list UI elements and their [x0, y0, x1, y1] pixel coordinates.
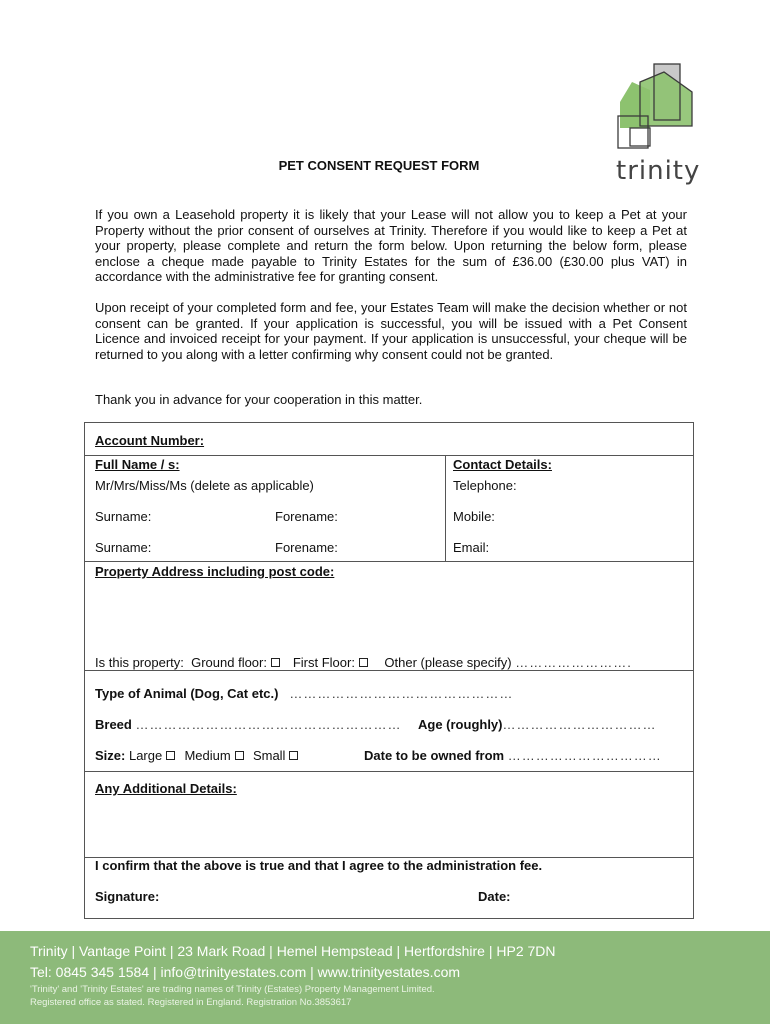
divider [84, 771, 694, 772]
footer-address: Trinity | Vantage Point | 23 Mark Road | Hemel Hempstead | Hertfordshire | HP2 7DN [30, 943, 556, 959]
property-address-label[interactable]: Property Address including post code: [95, 564, 335, 579]
date-owned-label: Date to be owned from [364, 748, 505, 763]
size-row [95, 748, 300, 763]
signature-field[interactable]: Signature: [95, 889, 160, 904]
age-field[interactable]: …………………………… [502, 717, 657, 732]
ground-floor-checkbox[interactable] [271, 658, 280, 667]
first-floor-label: First Floor: [292, 655, 355, 670]
animal-type-field[interactable]: ………………………………………… [289, 686, 514, 701]
animal-type-label: Type of Animal (Dog, Cat etc.) [95, 686, 279, 701]
divider [84, 561, 694, 562]
footer [0, 931, 770, 1024]
property-type-row [95, 655, 632, 670]
age-label: Age (roughly) [418, 717, 503, 732]
divider [84, 455, 694, 456]
other-label: Other (please specify) [384, 655, 512, 670]
title-options: Mr/Mrs/Miss/Ms (delete as applicable) [95, 478, 314, 493]
size-label: Size: [95, 748, 126, 763]
email-field[interactable]: Email: [453, 540, 490, 555]
divider [84, 670, 694, 671]
size-small-label: Small [252, 748, 286, 763]
surname-field-1[interactable]: Surname: [95, 509, 152, 524]
size-medium-label: Medium [184, 748, 231, 763]
contact-details-label: Contact Details: [453, 457, 552, 472]
decision-paragraph: Upon receipt of your completed form and fee, your Estates Team will make the decision whether or not consent can be granted. If your application is successful, you will be issued with a Pet Consent Licence and invoiced receipt for your payment. If your application is unsuccessful, your cheque will be returned to you along with a letter confirming why consent could not be granted. [95, 300, 687, 362]
breed-label: Breed [95, 717, 132, 732]
first-floor-checkbox[interactable] [359, 658, 368, 667]
thanks-paragraph: Thank you in advance for your cooperation in this matter. [95, 392, 423, 407]
confirmation-statement: I confirm that the above is true and that I agree to the administration fee. [95, 858, 543, 873]
intro-paragraph: If you own a Leasehold property it is likely that your Lease will not allow you to keep a Pet at your Property without the prior consent of ourselves at Trinity. Therefore if you would like to keep a Pet at your property, please complete and return the form below. Upon returning the below form, please enclose a cheque made payable to Trinity Estates for the sum of £36.00 (£30.00 plus VAT) in accordance with the administrative fee for granting consent. [95, 207, 687, 285]
date-field[interactable]: Date: [478, 889, 511, 904]
age-row [418, 717, 657, 732]
brand-name: trinity [616, 156, 701, 186]
property-question: Is this property: [95, 655, 184, 670]
animal-type-row [95, 686, 513, 701]
mobile-field[interactable]: Mobile: [453, 509, 495, 524]
size-large-label: Large [128, 748, 163, 763]
footer-contact: Tel: 0845 345 1584 | info@trinityestates.com | www.trinityestates.com [30, 964, 461, 980]
breed-field[interactable]: ………………………………………………… [135, 717, 402, 732]
trinity-logo-icon [614, 62, 698, 152]
full-name-label: Full Name / s: [95, 457, 180, 472]
form-title: PET CONSENT REQUEST FORM [278, 158, 480, 173]
forename-field-1[interactable]: Forename: [275, 509, 338, 524]
size-large-checkbox[interactable] [166, 751, 175, 760]
breed-row [95, 717, 401, 732]
date-owned-field[interactable]: …………………………… [507, 748, 662, 763]
surname-field-2[interactable]: Surname: [95, 540, 152, 555]
ground-floor-label: Ground floor: [191, 655, 267, 670]
column-divider [445, 455, 446, 562]
date-owned-row [364, 748, 662, 763]
footer-legal-2: Registered office as stated. Registered in England. Registration No.3853617 [30, 997, 352, 1008]
additional-details-label[interactable]: Any Additional Details: [95, 781, 237, 796]
other-specify-field[interactable]: ……………………. [515, 655, 632, 670]
footer-legal-1: 'Trinity' and 'Trinity Estates' are trading names of Trinity (Estates) Property Management Limited. [30, 984, 435, 995]
telephone-field[interactable]: Telephone: [453, 478, 517, 493]
forename-field-2[interactable]: Forename: [275, 540, 338, 555]
size-medium-checkbox[interactable] [235, 751, 244, 760]
size-small-checkbox[interactable] [289, 751, 298, 760]
account-number-label[interactable]: Account Number: [95, 433, 205, 448]
